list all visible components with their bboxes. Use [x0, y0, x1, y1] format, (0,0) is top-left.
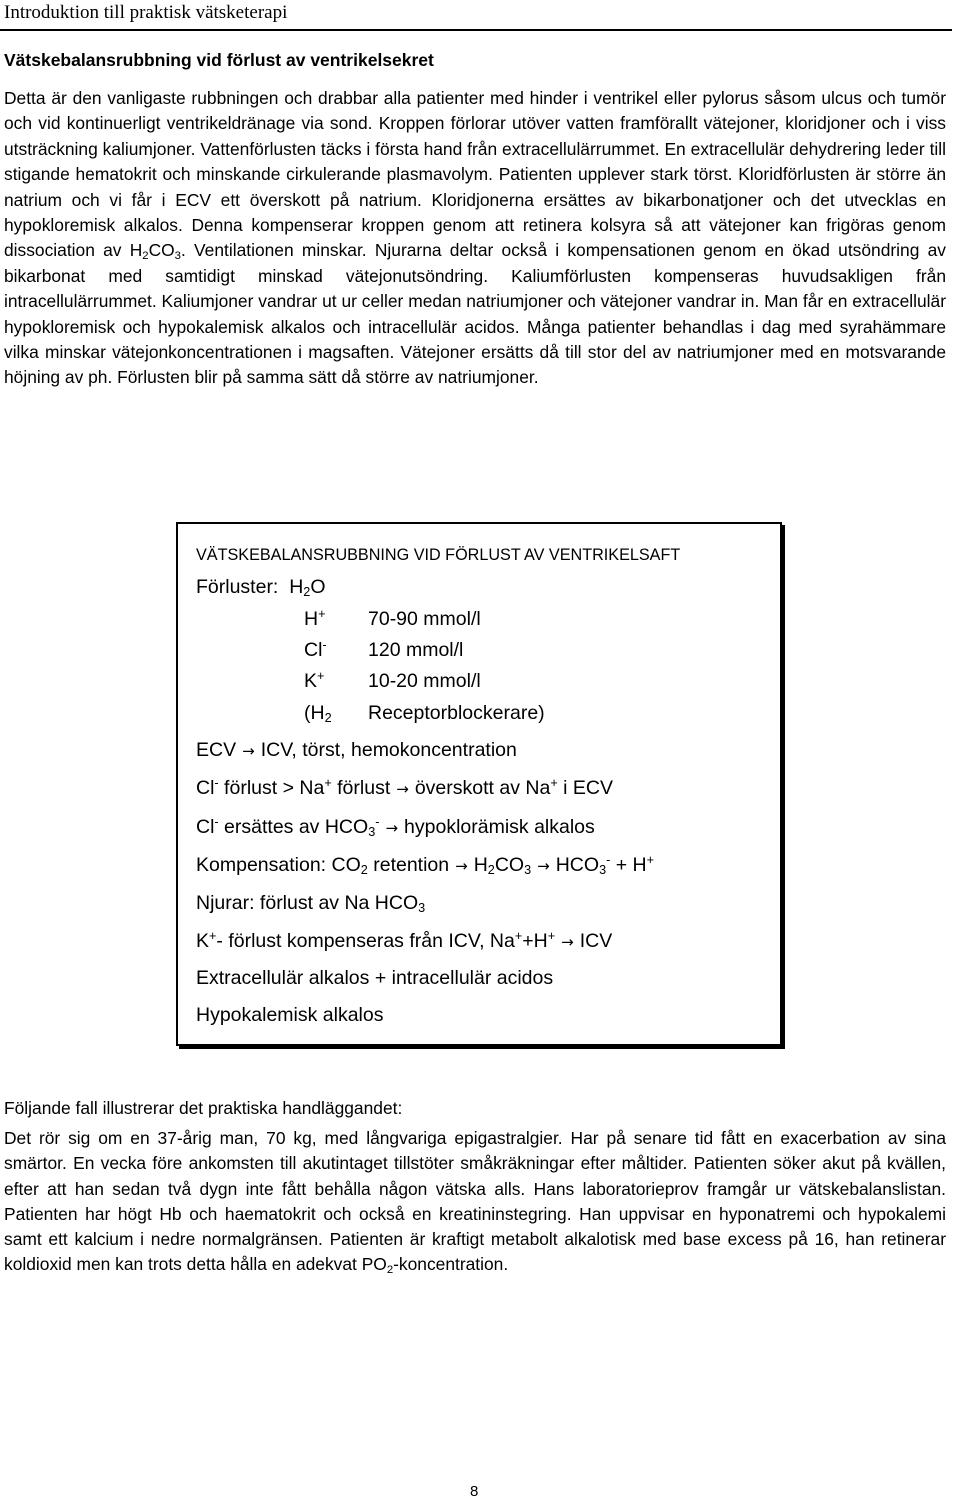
kidney-row: Njurar: förlust av Na $HCO_3$ [196, 892, 426, 916]
ion-value-receptor: Receptorblockerare) [368, 702, 545, 724]
ion-label-k: K+ [304, 669, 325, 692]
chloride-replaced-row: Cl- ersättes av $HCO_3^-$ → hypoklorämisk alkalos [196, 815, 595, 840]
ion-label-cl: Cl- [304, 638, 327, 661]
losses-row: Förluster: $H_2O$ [196, 576, 326, 600]
arrow-icon: → [537, 857, 550, 875]
case-paragraph: Det rör sig om en 37-årig man, 70 kg, med långvariga epigastralgier. Har på senare tid fått en exacerbation av sina smärtor. En vecka före ankomsten till akutintaget tillstöter småkräkningar efter måltider. Patienten söker akut på kvällen, efter att han sedan två dygn inte fått behålla någon vätska alls. Hans laboratorieprov framgår ur vätskebalanslistan. Patienten har högt Hb och haematokrit och också en kreatininstegring. Han uppvisar en hyponatremi och hypokalemi samt ett kalcium i nedre normalgränsen. Patienten är kraftigt metabolt alkalotisk med base excess på 16, han retinerar koldioxid men kan trots detta hålla en adekvat $PO_2$-koncentration. [4, 1128, 946, 1277]
section-heading: Vätskebalansrubbning vid förlust av ventrikelsekret [4, 50, 434, 70]
box-title: VÄTSKEBALANSRUBBNING VID FÖRLUST AV VENTRIKELSAFT [196, 546, 681, 564]
section-paragraph: Detta är den vanligaste rubbningen och drabbar alla patienter med hinder i ventrikel eller pylorus såsom ulcus och tumör och vid kontinuerligt ventrikeldränage via sond. Kroppen förlorar utöver vatten framförallt vätejoner, kloridjoner och i viss utsträckning kaliumjoner. Vattenförlusten täcks i första hand från extracellulärrummet. En extracellulär dehydrering leder till stigande hematokrit och minskande cirkulerande plasmavolym. Patienten upplever stark törst. Kloridförlusten är större än natrium och vi får i ECV ett överskott på natrium. Kloridjonerna ersättes av bikarbonatjoner och det utvecklas en hypokloremisk alkalos. Denna kompenserar kroppen genom att retinera kolsyra så att vätejoner kan frigöras genom dissociation av $H_2CO_3$. Ventilationen minskar. Njurarna deltar också i kompensationen genom en ökad utsöndring av bikarbonat med samtidigt minskad vätejonutsöndring. Kaliumförlusten kompenseras huvudsakligen från intracellulärrummet. Kaliumjoner vandrar ut ur celler medan natriumjoner och vätejoner vandrar in. Man får en extracellulär hypokloremisk och hypokalemisk alkalos och intracellulär acidos. Många patienter behandlas i dag med syrahämmare vilka minskar vätejonkoncentrationen i magsaften. Vätejoner ersätts då till stor del av natriumjoner med en motsvarande höjning av ph. Förlusten blir på samma sätt då större av natriumjoner. [4, 88, 946, 388]
arrow-icon: → [242, 742, 255, 760]
potassium-row: K+- förlust kompenseras från ICV, Na++H+ → ICV [196, 929, 613, 952]
alkalos-row: Extracellulär alkalos + intracellulär acidos [196, 967, 554, 989]
hypokalemic-row: Hypokalemisk alkalos [196, 1004, 384, 1026]
arrow-icon: → [455, 857, 468, 875]
ion-label-h2: ($H_2$ [304, 702, 332, 726]
chloride-loss-row: Cl- förlust > Na+ förlust → överskott av Na+ i ECV [196, 776, 613, 799]
ion-value-k: 10-20 mmol/l [368, 670, 481, 692]
summary-box [176, 522, 782, 1046]
ion-value-cl: 120 mmol/l [368, 639, 464, 661]
case-intro: Följande fall illustrerar det praktiska handläggandet: [4, 1098, 403, 1118]
arrow-icon: → [385, 819, 399, 837]
arrow-icon: → [396, 780, 409, 798]
ion-value-h: 70-90 mmol/l [368, 608, 481, 630]
running-header: Introduktion till praktisk vätsketerapi [4, 2, 288, 23]
arrow-icon: → [561, 933, 574, 951]
header-rule [0, 29, 952, 31]
ion-label-h: H+ [304, 607, 326, 630]
compensation-row: Kompensation: $CO_2$ retention → $H_2CO_3 \to HCO_3^- + H^+$ [196, 853, 655, 878]
ecv-row: ECV → ICV, törst, hemokoncentration [196, 739, 517, 761]
page-number: 8 [470, 1483, 479, 1500]
